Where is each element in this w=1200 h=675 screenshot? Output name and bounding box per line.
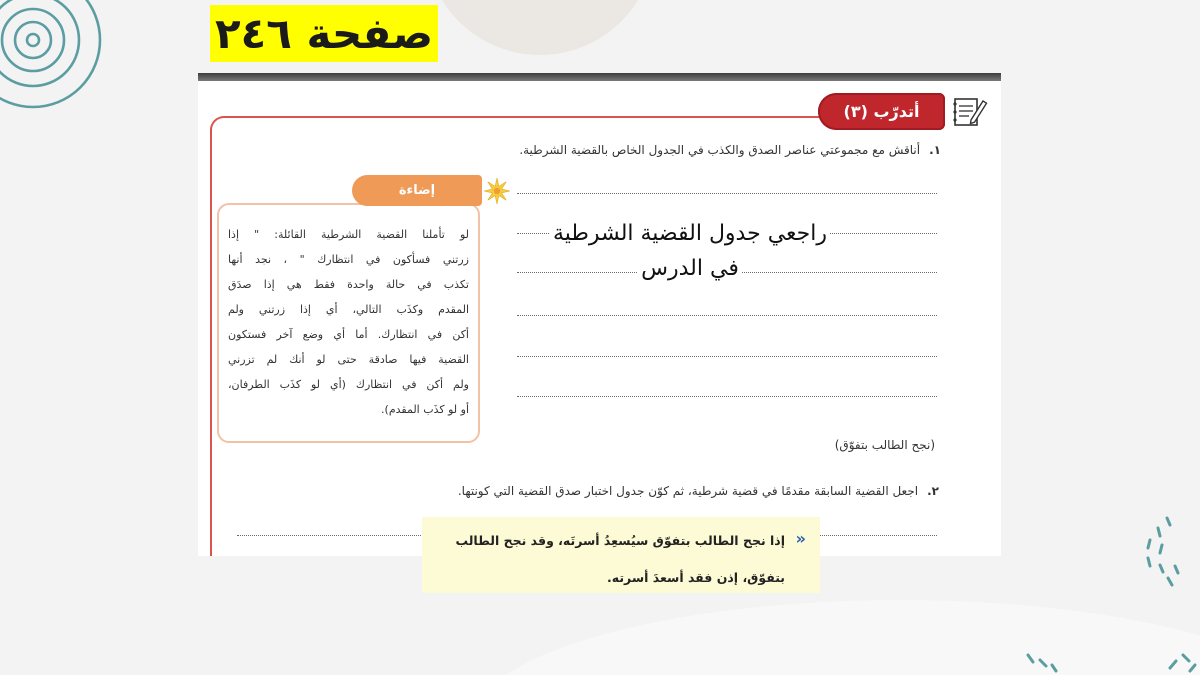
- teacher-note-line-2: في الدرس: [638, 256, 742, 281]
- insight-line: القضية فيها صادقة حتى لو أنك لم تزرني: [228, 353, 469, 366]
- section-badge-label: أتدرّب (٣): [843, 102, 920, 121]
- insight-box: [217, 203, 480, 443]
- question-2-text: اجعل القضية السابقة مقدمًا في قضية شرطية، ثم كوّن جدول اختبار صدق القضية التي كونتها.: [457, 484, 919, 498]
- answer-marker: »: [795, 529, 806, 548]
- insight-line: أو لو كذَب المقدم).: [381, 403, 469, 416]
- answer-line: [517, 315, 937, 316]
- question-2-number: ٢.: [927, 484, 939, 498]
- insight-tab: [352, 175, 482, 206]
- insight-line: زرتني فسأكون في انتظارك " ، نجد أنها: [228, 253, 469, 266]
- answer-box: [422, 517, 820, 593]
- sparkle-icon: [483, 177, 511, 205]
- slide-title: صفحة ٢٤٦: [214, 8, 434, 58]
- teacher-note: [530, 216, 850, 286]
- textbook-page-image: [198, 73, 1001, 556]
- decorative-rings: [0, 0, 100, 107]
- insight-line: ولم أكن في انتظارك (أي لو كذَب الطرفان،: [228, 378, 469, 391]
- answer-line-2: بتفوّق، إذن فقد أسعدَ أسرته.: [607, 570, 785, 585]
- answer-line: [517, 193, 937, 194]
- question-1-number: ١.: [929, 143, 941, 157]
- question-2: [458, 483, 939, 499]
- textbook-top-bar: [198, 73, 1001, 81]
- question-1-text: أناقش مع مجموعتي عناصر الصدق والكذب في الجدول الخاص بالقضية الشرطية.: [519, 143, 921, 157]
- answer-line-1: إذا نجح الطالب بتفوّق سيُسعِدُ أسرتَه، وقد نجح الطالب: [455, 533, 785, 548]
- insight-title: إضاءة: [398, 183, 436, 198]
- question-1: [519, 142, 941, 158]
- answer-line: [517, 396, 937, 397]
- teacher-note-line-1: راجعي جدول القضية الشرطية: [550, 221, 830, 246]
- notebook-pencil-icon: [948, 93, 990, 129]
- insight-line: أكن في انتظارك. أما أي وضع آخر فستكون: [228, 328, 469, 341]
- answer-line: [517, 356, 937, 357]
- insight-line: لو تأملنا القضية الشرطية القائلة: " إذا: [228, 228, 469, 241]
- section-badge: [818, 93, 945, 130]
- insight-line: المقدم وكذَب التالي، أي إذا زرتني ولم: [228, 303, 469, 316]
- insight-line: تكذب في حالة واحدة فقط هي إذا صدَق: [228, 278, 469, 291]
- example-statement: (نجح الطالب بتفوّق): [834, 438, 935, 452]
- page-number-banner: [210, 5, 438, 62]
